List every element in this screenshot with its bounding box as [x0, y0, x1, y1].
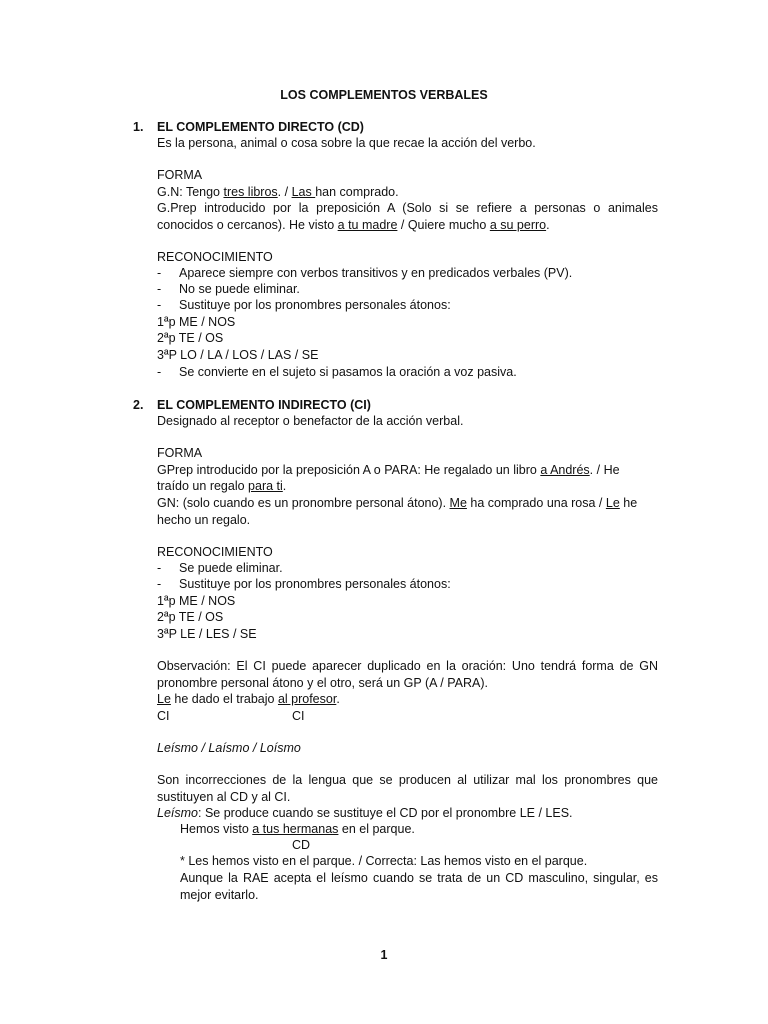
observation-line-1: Observación: El CI puede aparecer duplicado en la oración: Uno tendrá forma de GN — [157, 659, 658, 673]
section-2-gprep-line-1: GPrep introducido por la preposición A o PARA: He regalado un libro a Andrés. / He — [157, 463, 620, 477]
leismo-incorrect-correct: * Les hemos visto en el parque. / Correcta: Las hemos visto en el parque. — [180, 854, 588, 868]
section-1-heading: EL COMPLEMENTO DIRECTO (CD) — [157, 120, 364, 134]
observation-line-2: pronombre personal átono y el otro, será un GP (A / PARA). — [157, 676, 488, 690]
section-1-pronoun-2p: 2ªp TE / OS — [157, 331, 224, 345]
section-1-definition: Es la persona, animal o cosa sobre la que recae la acción del verbo. — [157, 136, 536, 150]
section-2-gprep-line-2: traído un regalo para ti. — [157, 479, 287, 493]
incorrecciones-line-2: sustituyen al CD y al CI. — [157, 790, 291, 804]
page-number: 1 — [380, 948, 388, 962]
section-1-list-item-4: - Se convierte en el sujeto si pasamos la oración a voz pasiva. — [157, 365, 517, 379]
section-1-pronoun-3p: 3ªP LO / LA / LOS / LAS / SE — [157, 348, 319, 362]
section-2-list-item-2: - Sustituye por los pronombres personales átonos: — [157, 577, 451, 591]
section-1-list-item-3: - Sustituye por los pronombres personales átonos: — [157, 298, 451, 312]
example-label-cd: CD — [292, 838, 311, 852]
section-2-definition: Designado al receptor o benefactor de la acción verbal. — [157, 414, 464, 428]
section-1-list-item-1: - Aparece siempre con verbos transitivos y en predicados verbales (PV). — [157, 266, 573, 280]
section-1-gn-line: G.N: Tengo tres libros. / Las han comprado. — [157, 185, 399, 199]
leismo-definition: Leísmo: Se produce cuando se sustituye el CD por el pronombre LE / LES. — [157, 806, 573, 820]
leismo-example: Hemos visto a tus hermanas en el parque. — [180, 822, 415, 836]
section-2-pronoun-1p: 1ªp ME / NOS — [157, 594, 236, 608]
section-1-forma-heading: FORMA — [157, 168, 203, 182]
section-2-list-item-1: - Se puede eliminar. — [157, 561, 283, 575]
section-2-forma-heading: FORMA — [157, 446, 203, 460]
section-2-gn-line-2: hecho un regalo. — [157, 513, 251, 527]
section-1-pronoun-1p: 1ªp ME / NOS — [157, 315, 236, 329]
section-2-heading: EL COMPLEMENTO INDIRECTO (CI) — [157, 398, 371, 412]
section-2-number: 2. — [133, 398, 144, 412]
leismo-heading: Leísmo / Laísmo / Loísmo — [157, 741, 301, 755]
section-1-reconocimiento-heading: RECONOCIMIENTO — [157, 250, 273, 264]
section-2-pronoun-3p: 3ªP LE / LES / SE — [157, 627, 257, 641]
section-2-gn-line-1: GN: (solo cuando es un pronombre personal átono). Me ha comprado una rosa / Le he — [157, 496, 638, 510]
section-1-list-item-2: - No se puede eliminar. — [157, 282, 300, 296]
rae-note-line-2: mejor evitarlo. — [180, 888, 259, 902]
example-label-ci-1: CI — [157, 709, 170, 723]
section-1-gprep-line-1: G.Prep introducido por la preposición A (Solo si se refiere a personas o animales — [157, 201, 658, 215]
section-1-gprep-line-2: conocidos o cercanos). He visto a tu madre / Quiere mucho a su perro. — [157, 218, 550, 232]
rae-note-line-1: Aunque la RAE acepta el leísmo cuando se trata de un CD masculino, singular, es — [180, 871, 658, 885]
page-title: LOS COMPLEMENTOS VERBALES — [280, 88, 488, 102]
observation-example: Le he dado el trabajo al profesor. — [157, 692, 340, 706]
incorrecciones-line-1: Son incorrecciones de la lengua que se producen al utilizar mal los pronombres que — [157, 773, 658, 787]
example-label-ci-2: CI — [292, 709, 305, 723]
section-1-number: 1. — [133, 120, 144, 134]
section-2-reconocimiento-heading: RECONOCIMIENTO — [157, 545, 273, 559]
section-2-pronoun-2p: 2ªp TE / OS — [157, 610, 224, 624]
